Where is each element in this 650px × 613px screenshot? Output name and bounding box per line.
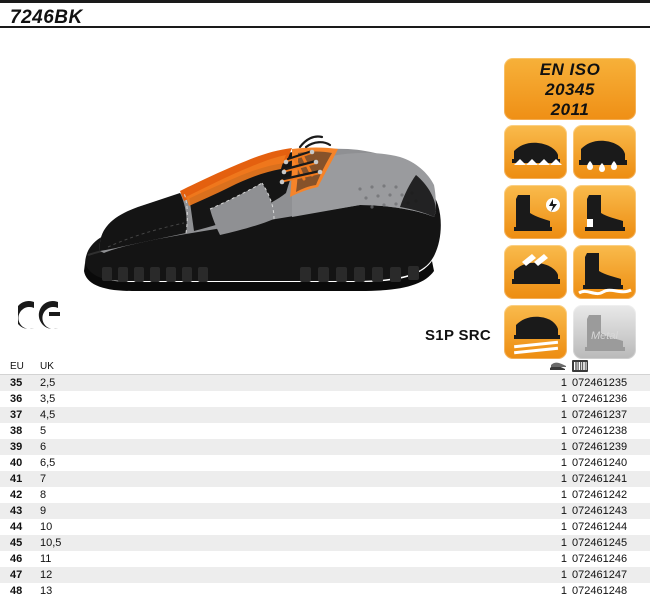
cell-eu-size: 44 bbox=[10, 521, 23, 533]
cell-quantity: 1 bbox=[560, 393, 567, 405]
cell-quantity: 1 bbox=[560, 585, 567, 597]
pair-icon bbox=[549, 358, 567, 375]
heat-resistant-outsole-icon bbox=[504, 125, 567, 179]
cell-quantity: 1 bbox=[560, 457, 567, 469]
table-row bbox=[0, 407, 650, 423]
cell-spacer bbox=[98, 391, 549, 407]
cell-eu-size: 39 bbox=[0, 439, 40, 455]
cell-quantity: 1 bbox=[549, 407, 567, 423]
cell-article-code: 072461247 bbox=[567, 567, 650, 583]
cell-eu-size: 36 bbox=[10, 393, 23, 405]
cell-spacer bbox=[98, 567, 549, 583]
cell-spacer bbox=[98, 439, 549, 455]
water-resistant-upper-icon bbox=[573, 125, 636, 179]
table-row bbox=[0, 567, 650, 583]
cell-quantity: 1 bbox=[560, 489, 567, 501]
cell-uk-size: 9 bbox=[40, 503, 98, 519]
header-spacer bbox=[98, 358, 549, 375]
table-row bbox=[0, 503, 650, 519]
table-row bbox=[0, 519, 650, 535]
cell-spacer bbox=[98, 519, 549, 535]
cell-quantity: 1 bbox=[549, 471, 567, 487]
toe-cap-protection-icon bbox=[504, 305, 567, 359]
cell-spacer bbox=[98, 535, 549, 551]
cell-uk-size: 10 bbox=[40, 521, 53, 533]
cell-eu-size: 35 bbox=[0, 375, 40, 392]
pictogram-panel bbox=[504, 58, 636, 365]
cell-article-code: 072461243 bbox=[567, 503, 650, 519]
cell-eu-size: 48 bbox=[10, 585, 23, 597]
cell-eu-size: 42 bbox=[10, 489, 23, 501]
antistatic-boot-icon bbox=[504, 185, 567, 239]
cell-spacer bbox=[98, 375, 549, 392]
slip-resistant-outsole-icon bbox=[573, 245, 636, 299]
cell-quantity: 1 bbox=[560, 521, 567, 533]
table-row bbox=[0, 423, 650, 439]
cell-eu-size: 47 bbox=[0, 567, 40, 583]
cell-eu-size: 40 bbox=[10, 457, 23, 469]
size-table-area bbox=[0, 358, 650, 599]
cell-article-code: 072461248 bbox=[572, 585, 628, 597]
en-iso-line2: 20345 bbox=[545, 80, 595, 99]
barcode-icon bbox=[567, 358, 650, 375]
cell-uk-size: 6 bbox=[40, 439, 98, 455]
cell-eu-size: 37 bbox=[0, 407, 40, 423]
cell-article-code: 072461236 bbox=[572, 393, 628, 405]
ce-mark-icon bbox=[18, 298, 72, 332]
table-header-row bbox=[0, 358, 650, 375]
size-table bbox=[0, 358, 650, 599]
table-row bbox=[0, 551, 650, 567]
product-image-area bbox=[0, 30, 650, 360]
cell-spacer bbox=[98, 407, 549, 423]
cell-uk-size: 11 bbox=[40, 553, 52, 565]
cell-spacer bbox=[98, 503, 549, 519]
table-row bbox=[0, 439, 650, 455]
safety-shoe-image bbox=[60, 105, 460, 305]
cell-quantity: 1 bbox=[560, 553, 567, 565]
cell-uk-size: 6,5 bbox=[40, 457, 56, 469]
cell-eu-size: 46 bbox=[10, 553, 23, 565]
cell-spacer bbox=[98, 583, 549, 599]
product-code: 7246BK bbox=[10, 7, 83, 28]
cell-uk-size: 12 bbox=[40, 567, 98, 583]
cell-eu-size: 41 bbox=[0, 471, 40, 487]
en-iso-line3: 2011 bbox=[550, 100, 590, 119]
cell-quantity: 1 bbox=[560, 425, 567, 437]
cell-quantity: 1 bbox=[549, 375, 567, 392]
cell-spacer bbox=[98, 471, 549, 487]
product-header-bar bbox=[0, 0, 650, 28]
cell-uk-size: 8 bbox=[40, 489, 47, 501]
cell-uk-size: 10,5 bbox=[40, 535, 98, 551]
cell-eu-size: 43 bbox=[0, 503, 40, 519]
header-uk: UK bbox=[40, 358, 98, 375]
cell-quantity: 1 bbox=[549, 503, 567, 519]
penetration-resistant-midsole-icon bbox=[504, 245, 567, 299]
svg-text:Metal: Metal bbox=[591, 330, 618, 342]
table-row bbox=[0, 535, 650, 551]
table-row bbox=[0, 471, 650, 487]
cell-quantity: 1 bbox=[549, 535, 567, 551]
table-row bbox=[0, 455, 650, 471]
cell-article-code: 072461238 bbox=[572, 425, 628, 437]
size-table-body bbox=[0, 375, 650, 600]
cell-uk-size: 2,5 bbox=[40, 375, 98, 392]
cell-spacer bbox=[98, 551, 549, 567]
cell-article-code: 072461242 bbox=[572, 489, 628, 501]
en-iso-line1: EN ISO bbox=[539, 60, 601, 79]
non-metal-free-icon bbox=[573, 305, 636, 359]
cell-uk-size: 4,5 bbox=[40, 407, 98, 423]
cell-article-code: 072461235 bbox=[567, 375, 650, 392]
cell-uk-size: 3,5 bbox=[40, 393, 56, 405]
cell-spacer bbox=[98, 423, 549, 439]
en-iso-standard-badge bbox=[504, 58, 636, 120]
cell-eu-size: 38 bbox=[10, 425, 23, 437]
energy-absorption-heel-icon bbox=[573, 185, 636, 239]
table-row bbox=[0, 487, 650, 503]
cell-uk-size: 7 bbox=[40, 471, 98, 487]
cell-quantity: 1 bbox=[549, 567, 567, 583]
cell-article-code: 072461244 bbox=[572, 521, 628, 533]
header-eu: EU bbox=[0, 358, 40, 375]
cell-spacer bbox=[98, 455, 549, 471]
cell-article-code: 072461240 bbox=[572, 457, 628, 469]
cell-uk-size: 13 bbox=[40, 585, 53, 597]
cell-article-code: 072461239 bbox=[567, 439, 650, 455]
table-row bbox=[0, 391, 650, 407]
table-row bbox=[0, 583, 650, 599]
cell-spacer bbox=[98, 487, 549, 503]
table-row bbox=[0, 375, 650, 392]
cell-eu-size: 45 bbox=[0, 535, 40, 551]
cell-article-code: 072461241 bbox=[567, 471, 650, 487]
cell-article-code: 072461237 bbox=[567, 407, 650, 423]
cell-article-code: 072461245 bbox=[567, 535, 650, 551]
safety-standard-label: S1P SRC bbox=[425, 327, 492, 344]
cell-article-code: 072461246 bbox=[572, 553, 628, 565]
cell-uk-size: 5 bbox=[40, 425, 47, 437]
cell-quantity: 1 bbox=[549, 439, 567, 455]
